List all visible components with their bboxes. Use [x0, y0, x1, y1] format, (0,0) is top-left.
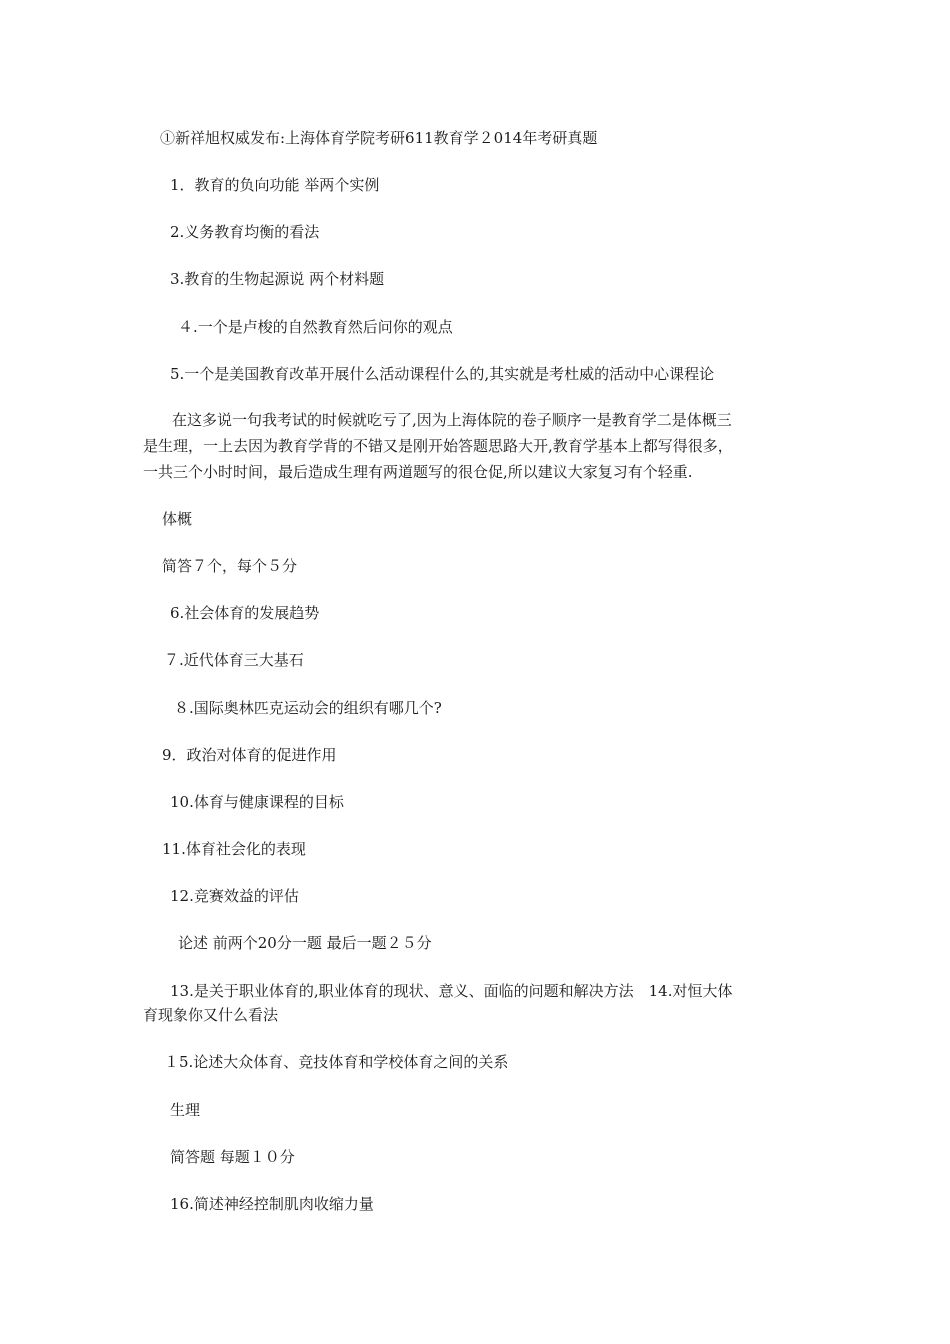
- sheng-short-answer-heading: 简答题 每题１０分: [170, 1148, 295, 1166]
- question-12: 12.竞赛效益的评估: [170, 887, 299, 905]
- question-11: 11.体育社会化的表现: [162, 840, 306, 858]
- ti-essay-heading: 论述 前两个20分一题 最后一题２５分: [178, 934, 432, 952]
- question-10: 10.体育与健康课程的目标: [170, 793, 344, 811]
- question-9: 9．政治对体育的促进作用: [162, 746, 337, 764]
- question-5: 5.一个是美国教育改革开展什么活动课程什么的,其实就是考杜威的活动中心课程论: [170, 365, 715, 383]
- section-heading-sheng: 生理: [170, 1101, 201, 1119]
- question-6: 6.社会体育的发展趋势: [170, 604, 320, 622]
- note-line-2: 是生理，一上去因为教育学背的不错又是刚开始答题思路大开,教育学基本上都写得很多，: [143, 437, 733, 455]
- note-line-1: 在这多说一句我考试的时候就吃亏了,因为上海体院的卷子顺序一是教育学二是体概三: [172, 411, 732, 429]
- question-2: 2.义务教育均衡的看法: [170, 223, 320, 241]
- question-3: 3.教育的生物起源说 两个材料题: [170, 270, 385, 288]
- document-title: ①新祥旭权威发布:上海体育学院考研611教育学２014年考研真题: [160, 129, 598, 147]
- section-heading-ti: 体概: [162, 510, 193, 528]
- question-13-line-1: 13.是关于职业体育的,职业体育的现状、意义、面临的问题和解决方法 14.对恒大体: [170, 982, 733, 1000]
- question-16: 16.简述神经控制肌肉收缩力量: [170, 1195, 374, 1213]
- question-8: ８.国际奥林匹克运动会的组织有哪几个?: [174, 699, 442, 717]
- question-7: ７.近代体育三大基石: [164, 651, 304, 669]
- question-13-line-2: 育现象你又什么看法: [143, 1006, 279, 1024]
- question-4: ４.一个是卢梭的自然教育然后问你的观点: [178, 318, 453, 336]
- question-1: 1．教育的负向功能 举两个实例: [170, 176, 380, 194]
- note-line-3: 一共三个小时时间，最后造成生理有两道题写的很仓促,所以建议大家复习有个轻重.: [143, 463, 693, 481]
- question-15: １5.论述大众体育、竞技体育和学校体育之间的关系: [164, 1053, 509, 1071]
- ti-short-answer-heading: 简答７个，每个５分: [162, 557, 298, 575]
